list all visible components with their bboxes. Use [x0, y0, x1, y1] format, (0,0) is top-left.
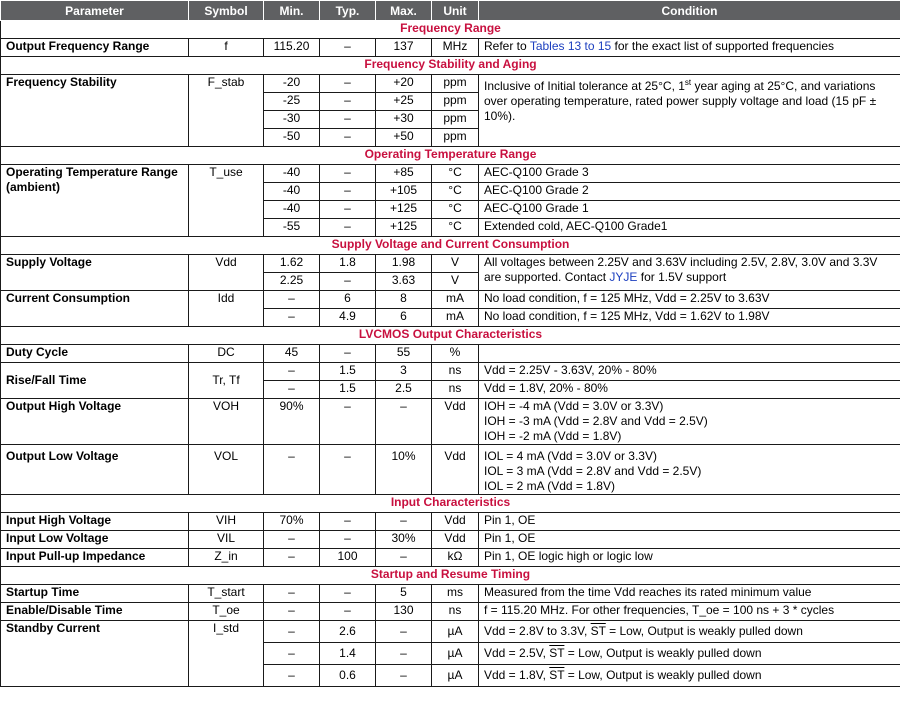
unit: °C	[432, 219, 479, 237]
section-frequency-range: Frequency Range	[1, 21, 900, 39]
condition	[479, 255, 900, 291]
unit: ns	[432, 363, 479, 381]
unit: ns	[432, 381, 479, 399]
max: 5	[376, 585, 432, 603]
max: 30%	[376, 531, 432, 549]
unit: µA	[432, 665, 479, 687]
typ: –	[320, 513, 376, 531]
min: 1.62	[264, 255, 320, 273]
max: 2.5	[376, 381, 432, 399]
condition: Pin 1, OE logic high or logic low	[479, 549, 900, 567]
section-operating-temperature: Operating Temperature Range	[1, 147, 900, 165]
condition-line: IOL = 4 mA (Vdd = 3.0V or 3.3V)	[484, 449, 657, 463]
min: -30	[264, 111, 320, 129]
symbol: VIL	[189, 531, 264, 549]
unit: Vdd	[432, 531, 479, 549]
min: -25	[264, 93, 320, 111]
unit: MHz	[432, 39, 479, 57]
unit: °C	[432, 183, 479, 201]
unit: °C	[432, 165, 479, 183]
condition-line: IOH = -3 mA (Vdd = 2.8V and Vdd = 2.5V)	[484, 414, 708, 428]
min: 90%	[264, 399, 320, 445]
symbol: F_stab	[189, 75, 264, 147]
param-standby-current: Standby Current	[1, 621, 189, 687]
header-condition: Condition	[479, 1, 900, 21]
condition-text: Inclusive of Initial tolerance at 25°C, 1	[484, 79, 685, 93]
condition-text: = Low, Output is weakly pulled down	[564, 646, 762, 660]
typ: 6	[320, 291, 376, 309]
condition: f = 115.20 MHz. For other frequencies, T_oe = 100 ns + 3 * cycles	[479, 603, 900, 621]
condition-line: IOH = -4 mA (Vdd = 3.0V or 3.3V)	[484, 399, 664, 413]
min: -40	[264, 183, 320, 201]
typ: –	[320, 445, 376, 495]
jyje-link[interactable]: JYJE	[609, 270, 638, 284]
symbol: Vdd	[189, 255, 264, 291]
header-max: Max.	[376, 1, 432, 21]
max: +85	[376, 165, 432, 183]
param-enable-disable-time: Enable/Disable Time	[1, 603, 189, 621]
unit: °C	[432, 201, 479, 219]
typ: –	[320, 273, 376, 291]
param-input-pullup-impedance: Input Pull-up Impedance	[1, 549, 189, 567]
condition	[479, 399, 900, 445]
symbol: Z_in	[189, 549, 264, 567]
param-duty-cycle: Duty Cycle	[1, 345, 189, 363]
unit: %	[432, 345, 479, 363]
tables-link[interactable]: Tables 13 to 15	[529, 39, 612, 53]
symbol: VOH	[189, 399, 264, 445]
st-pin-label: $\overline{ST}$	[549, 646, 565, 660]
condition-line: IOH = -2 mA (Vdd = 1.8V)	[484, 429, 622, 443]
max: +20	[376, 75, 432, 93]
condition-line: IOL = 2 mA (Vdd = 1.8V)	[484, 479, 615, 493]
condition-text: for 1.5V support	[637, 270, 727, 284]
typ: 100	[320, 549, 376, 567]
min: –	[264, 585, 320, 603]
header-parameter: Parameter	[1, 1, 189, 21]
typ: 1.5	[320, 381, 376, 399]
superscript: st	[684, 78, 692, 87]
symbol: DC	[189, 345, 264, 363]
min: -50	[264, 129, 320, 147]
max: 6	[376, 309, 432, 327]
min: 115.20	[264, 39, 320, 57]
min: -55	[264, 219, 320, 237]
min: -20	[264, 75, 320, 93]
param-frequency-stability: Frequency Stability	[1, 75, 189, 147]
unit: kΩ	[432, 549, 479, 567]
typ: –	[320, 93, 376, 111]
section-frequency-stability: Frequency Stability and Aging	[1, 57, 900, 75]
min: -40	[264, 165, 320, 183]
typ: –	[320, 603, 376, 621]
param-startup-time: Startup Time	[1, 585, 189, 603]
typ: –	[320, 129, 376, 147]
condition	[479, 643, 900, 665]
unit: ms	[432, 585, 479, 603]
typ: –	[320, 165, 376, 183]
param-rise-fall-time: Rise/Fall Time	[1, 363, 189, 399]
section-input: Input Characteristics	[1, 495, 900, 513]
min: 2.25	[264, 273, 320, 291]
condition: AEC-Q100 Grade 3	[479, 165, 900, 183]
condition-line: IOL = 3 mA (Vdd = 2.8V and Vdd = 2.5V)	[484, 464, 702, 478]
condition	[479, 665, 900, 687]
symbol: I_std	[189, 621, 264, 687]
typ: –	[320, 219, 376, 237]
condition: AEC-Q100 Grade 2	[479, 183, 900, 201]
unit: V	[432, 273, 479, 291]
typ: 1.4	[320, 643, 376, 665]
max: –	[376, 621, 432, 643]
max: –	[376, 513, 432, 531]
condition: Measured from the time Vdd reaches its rated minimum value	[479, 585, 900, 603]
condition	[479, 75, 900, 147]
unit: ppm	[432, 129, 479, 147]
symbol: Idd	[189, 291, 264, 327]
condition	[479, 39, 900, 57]
min: –	[264, 603, 320, 621]
max: 130	[376, 603, 432, 621]
min: –	[264, 363, 320, 381]
typ: –	[320, 399, 376, 445]
min: 70%	[264, 513, 320, 531]
symbol: VIH	[189, 513, 264, 531]
symbol: f	[189, 39, 264, 57]
symbol: T_use	[189, 165, 264, 237]
max: 8	[376, 291, 432, 309]
condition: No load condition, f = 125 MHz, Vdd = 2.25V to 3.63V	[479, 291, 900, 309]
min: 45	[264, 345, 320, 363]
unit: mA	[432, 291, 479, 309]
max: –	[376, 665, 432, 687]
typ: 0.6	[320, 665, 376, 687]
condition	[479, 621, 900, 643]
header-min: Min.	[264, 1, 320, 21]
condition-text: All voltages between 2.25V and 3.63V including 2.5V, 2.8V, 3.0V and 3.3V are supported. Contact	[484, 255, 878, 284]
min: -40	[264, 201, 320, 219]
typ: 1.8	[320, 255, 376, 273]
max: +125	[376, 201, 432, 219]
symbol: T_start	[189, 585, 264, 603]
min: –	[264, 531, 320, 549]
max: 3	[376, 363, 432, 381]
header-typ: Typ.	[320, 1, 376, 21]
condition-text: Vdd = 1.8V,	[484, 668, 550, 682]
typ: –	[320, 111, 376, 129]
min: –	[264, 621, 320, 643]
unit: Vdd	[432, 399, 479, 445]
condition: Pin 1, OE	[479, 531, 900, 549]
unit: µA	[432, 643, 479, 665]
unit: V	[432, 255, 479, 273]
max: 3.63	[376, 273, 432, 291]
max: –	[376, 399, 432, 445]
symbol: T_oe	[189, 603, 264, 621]
unit: ppm	[432, 93, 479, 111]
max: +50	[376, 129, 432, 147]
typ: –	[320, 345, 376, 363]
typ: –	[320, 585, 376, 603]
condition: Extended cold, AEC-Q100 Grade1	[479, 219, 900, 237]
condition: Pin 1, OE	[479, 513, 900, 531]
min: –	[264, 291, 320, 309]
max: –	[376, 643, 432, 665]
min: –	[264, 381, 320, 399]
typ: –	[320, 531, 376, 549]
param-input-low-voltage: Input Low Voltage	[1, 531, 189, 549]
condition-text: Vdd = 2.5V,	[484, 646, 550, 660]
header-unit: Unit	[432, 1, 479, 21]
typ: –	[320, 39, 376, 57]
symbol: Tr, Tf	[189, 363, 264, 399]
symbol: VOL	[189, 445, 264, 495]
condition: Vdd = 2.25V - 3.63V, 20% - 80%	[479, 363, 900, 381]
typ: –	[320, 183, 376, 201]
unit: ppm	[432, 111, 479, 129]
param-output-frequency-range: Output Frequency Range	[1, 39, 189, 57]
st-pin-label: $\overline{ST}$	[549, 668, 565, 682]
header-symbol: Symbol	[189, 1, 264, 21]
param-current-consumption: Current Consumption	[1, 291, 189, 327]
min: –	[264, 665, 320, 687]
condition-text: Refer to	[484, 39, 530, 53]
condition	[479, 445, 900, 495]
min: –	[264, 309, 320, 327]
st-pin-label: $\overline{ST}$	[590, 624, 606, 638]
condition-text: Vdd = 2.8V to 3.3V,	[484, 624, 591, 638]
unit: ns	[432, 603, 479, 621]
section-lvcmos: LVCMOS Output Characteristics	[1, 327, 900, 345]
param-operating-temperature: Operating Temperature Range (ambient)	[1, 165, 189, 237]
param-output-high-voltage: Output High Voltage	[1, 399, 189, 445]
condition: No load condition, f = 125 MHz, Vdd = 1.62V to 1.98V	[479, 309, 900, 327]
max: 1.98	[376, 255, 432, 273]
max: 55	[376, 345, 432, 363]
typ: 1.5	[320, 363, 376, 381]
table-header	[1, 1, 900, 21]
min: –	[264, 549, 320, 567]
condition-text: = Low, Output is weakly pulled down	[564, 668, 762, 682]
unit: ppm	[432, 75, 479, 93]
unit: Vdd	[432, 513, 479, 531]
condition-text: = Low, Output is weakly pulled down	[605, 624, 803, 638]
section-supply-voltage: Supply Voltage and Current Consumption	[1, 237, 900, 255]
max: +125	[376, 219, 432, 237]
condition: Vdd = 1.8V, 20% - 80%	[479, 381, 900, 399]
max: +25	[376, 93, 432, 111]
max: 137	[376, 39, 432, 57]
max: –	[376, 549, 432, 567]
min: –	[264, 445, 320, 495]
typ: –	[320, 201, 376, 219]
param-output-low-voltage: Output Low Voltage	[1, 445, 189, 495]
typ: 4.9	[320, 309, 376, 327]
condition	[479, 345, 900, 363]
unit: µA	[432, 621, 479, 643]
max: 10%	[376, 445, 432, 495]
unit: mA	[432, 309, 479, 327]
param-supply-voltage: Supply Voltage	[1, 255, 189, 291]
typ: –	[320, 75, 376, 93]
unit: Vdd	[432, 445, 479, 495]
max: +30	[376, 111, 432, 129]
condition-text: year aging at 25°C, and variations over operating temperature, rated power supply voltage and load (15 pF ± 10%).	[484, 79, 877, 123]
condition-text: for the exact list of supported frequencies	[611, 39, 835, 53]
param-input-high-voltage: Input High Voltage	[1, 513, 189, 531]
section-startup: Startup and Resume Timing	[1, 567, 900, 585]
min: –	[264, 643, 320, 665]
max: +105	[376, 183, 432, 201]
condition: AEC-Q100 Grade 1	[479, 201, 900, 219]
typ: 2.6	[320, 621, 376, 643]
